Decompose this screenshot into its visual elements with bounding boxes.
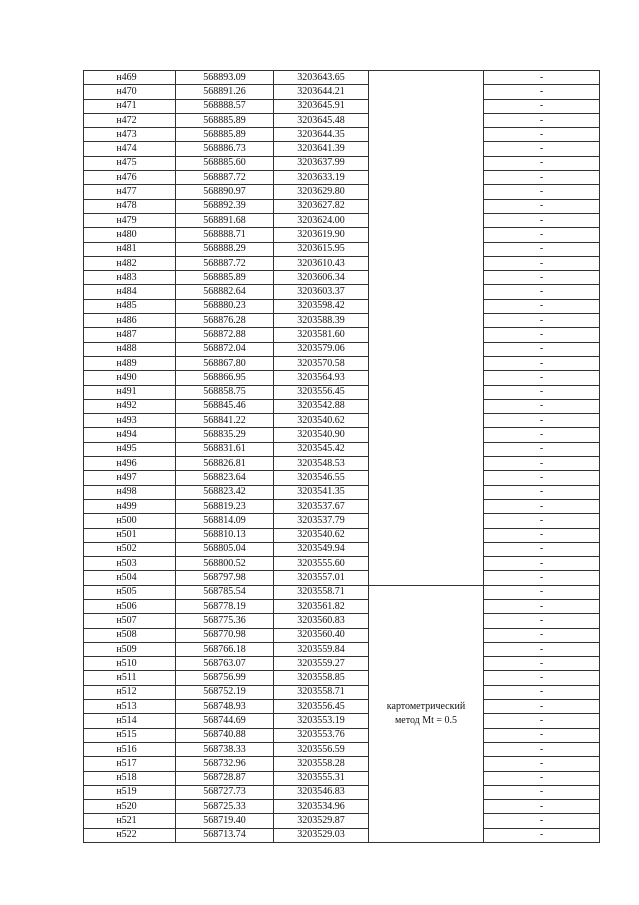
x-coordinate-cell: 568713.74 bbox=[176, 828, 274, 842]
table-row bbox=[84, 442, 600, 456]
table-row bbox=[84, 628, 600, 642]
note-cell: - bbox=[484, 528, 600, 542]
y-coordinate-cell: 3203534.96 bbox=[274, 800, 369, 814]
table-row bbox=[84, 371, 600, 385]
y-coordinate-cell: 3203540.62 bbox=[274, 528, 369, 542]
table-row bbox=[84, 256, 600, 270]
x-coordinate-cell: 568763.07 bbox=[176, 657, 274, 671]
y-coordinate-cell: 3203541.35 bbox=[274, 485, 369, 499]
note-cell: - bbox=[484, 800, 600, 814]
table-row bbox=[84, 285, 600, 299]
y-coordinate-cell: 3203558.71 bbox=[274, 685, 369, 699]
table-row bbox=[84, 385, 600, 399]
table-row bbox=[84, 557, 600, 571]
point-id-cell: н502 bbox=[84, 542, 176, 556]
x-coordinate-cell: 568778.19 bbox=[176, 599, 274, 613]
point-id-cell: н498 bbox=[84, 485, 176, 499]
note-cell: - bbox=[484, 314, 600, 328]
table-row bbox=[84, 128, 600, 142]
x-coordinate-cell: 568880.23 bbox=[176, 299, 274, 313]
table-row bbox=[84, 671, 600, 685]
y-coordinate-cell: 3203627.82 bbox=[274, 199, 369, 213]
note-cell: - bbox=[484, 485, 600, 499]
note-cell: - bbox=[484, 771, 600, 785]
point-id-cell: н472 bbox=[84, 113, 176, 127]
y-coordinate-cell: 3203606.34 bbox=[274, 271, 369, 285]
point-id-cell: н500 bbox=[84, 514, 176, 528]
table-row bbox=[84, 700, 600, 714]
note-cell: - bbox=[484, 256, 600, 270]
x-coordinate-cell: 568892.39 bbox=[176, 199, 274, 213]
table-row bbox=[84, 614, 600, 628]
note-cell: - bbox=[484, 657, 600, 671]
point-id-cell: н518 bbox=[84, 771, 176, 785]
y-coordinate-cell: 3203529.03 bbox=[274, 828, 369, 842]
note-cell: - bbox=[484, 614, 600, 628]
x-coordinate-cell: 568770.98 bbox=[176, 628, 274, 642]
method-label-line-1: картометрический bbox=[386, 701, 466, 713]
coordinates-table bbox=[83, 70, 600, 843]
table-row bbox=[84, 242, 600, 256]
note-cell: - bbox=[484, 328, 600, 342]
table-row bbox=[84, 414, 600, 428]
table-row bbox=[84, 514, 600, 528]
note-cell: - bbox=[484, 371, 600, 385]
point-id-cell: н507 bbox=[84, 614, 176, 628]
point-id-cell: н510 bbox=[84, 657, 176, 671]
x-coordinate-cell: 568885.89 bbox=[176, 271, 274, 285]
table-row bbox=[84, 199, 600, 213]
note-cell: - bbox=[484, 700, 600, 714]
table-row bbox=[84, 542, 600, 556]
point-id-cell: н499 bbox=[84, 499, 176, 513]
note-cell: - bbox=[484, 399, 600, 413]
y-coordinate-cell: 3203610.43 bbox=[274, 256, 369, 270]
y-coordinate-cell: 3203555.31 bbox=[274, 771, 369, 785]
point-id-cell: н517 bbox=[84, 757, 176, 771]
table-row bbox=[84, 342, 600, 356]
point-id-cell: н477 bbox=[84, 185, 176, 199]
y-coordinate-cell: 3203537.67 bbox=[274, 499, 369, 513]
x-coordinate-cell: 568744.69 bbox=[176, 714, 274, 728]
point-id-cell: н482 bbox=[84, 256, 176, 270]
point-id-cell: н485 bbox=[84, 299, 176, 313]
point-id-cell: н495 bbox=[84, 442, 176, 456]
table-row bbox=[84, 742, 600, 756]
note-cell: - bbox=[484, 828, 600, 842]
point-id-cell: н491 bbox=[84, 385, 176, 399]
point-id-cell: н501 bbox=[84, 528, 176, 542]
point-id-cell: н503 bbox=[84, 557, 176, 571]
x-coordinate-cell: 568886.73 bbox=[176, 142, 274, 156]
x-coordinate-cell: 568785.54 bbox=[176, 585, 274, 599]
table-row bbox=[84, 457, 600, 471]
table-row bbox=[84, 228, 600, 242]
note-cell: - bbox=[484, 757, 600, 771]
x-coordinate-cell: 568890.97 bbox=[176, 185, 274, 199]
point-id-cell: н506 bbox=[84, 599, 176, 613]
table-row bbox=[84, 757, 600, 771]
table-row bbox=[84, 328, 600, 342]
table-row bbox=[84, 271, 600, 285]
note-cell: - bbox=[484, 99, 600, 113]
x-coordinate-cell: 568835.29 bbox=[176, 428, 274, 442]
y-coordinate-cell: 3203556.59 bbox=[274, 742, 369, 756]
y-coordinate-cell: 3203564.93 bbox=[274, 371, 369, 385]
point-id-cell: н480 bbox=[84, 228, 176, 242]
y-coordinate-cell: 3203637.99 bbox=[274, 156, 369, 170]
note-cell: - bbox=[484, 457, 600, 471]
x-coordinate-cell: 568858.75 bbox=[176, 385, 274, 399]
x-coordinate-cell: 568738.33 bbox=[176, 742, 274, 756]
y-coordinate-cell: 3203558.28 bbox=[274, 757, 369, 771]
table-row bbox=[84, 785, 600, 799]
table-row bbox=[84, 213, 600, 227]
x-coordinate-cell: 568728.87 bbox=[176, 771, 274, 785]
y-coordinate-cell: 3203553.19 bbox=[274, 714, 369, 728]
x-coordinate-cell: 568797.98 bbox=[176, 571, 274, 585]
note-cell: - bbox=[484, 471, 600, 485]
x-coordinate-cell: 568756.99 bbox=[176, 671, 274, 685]
coordinates-table-body bbox=[84, 71, 600, 843]
x-coordinate-cell: 568740.88 bbox=[176, 728, 274, 742]
x-coordinate-cell: 568888.29 bbox=[176, 242, 274, 256]
x-coordinate-cell: 568887.72 bbox=[176, 171, 274, 185]
y-coordinate-cell: 3203545.42 bbox=[274, 442, 369, 456]
note-cell: - bbox=[484, 442, 600, 456]
table-row bbox=[84, 399, 600, 413]
x-coordinate-cell: 568826.81 bbox=[176, 457, 274, 471]
point-id-cell: н484 bbox=[84, 285, 176, 299]
note-cell: - bbox=[484, 685, 600, 699]
table-row bbox=[84, 185, 600, 199]
note-cell: - bbox=[484, 671, 600, 685]
note-cell: - bbox=[484, 814, 600, 828]
y-coordinate-cell: 3203588.39 bbox=[274, 314, 369, 328]
y-coordinate-cell: 3203633.19 bbox=[274, 171, 369, 185]
x-coordinate-cell: 568891.26 bbox=[176, 85, 274, 99]
x-coordinate-cell: 568775.36 bbox=[176, 614, 274, 628]
note-cell: - bbox=[484, 514, 600, 528]
note-cell: - bbox=[484, 385, 600, 399]
table-row bbox=[84, 599, 600, 613]
note-cell: - bbox=[484, 228, 600, 242]
y-coordinate-cell: 3203581.60 bbox=[274, 328, 369, 342]
table-row bbox=[84, 571, 600, 585]
x-coordinate-cell: 568885.89 bbox=[176, 128, 274, 142]
note-cell: - bbox=[484, 128, 600, 142]
table-row bbox=[84, 471, 600, 485]
x-coordinate-cell: 568766.18 bbox=[176, 642, 274, 656]
note-cell: - bbox=[484, 285, 600, 299]
y-coordinate-cell: 3203579.06 bbox=[274, 342, 369, 356]
x-coordinate-cell: 568882.64 bbox=[176, 285, 274, 299]
x-coordinate-cell: 568845.46 bbox=[176, 399, 274, 413]
table-row bbox=[84, 485, 600, 499]
note-cell: - bbox=[484, 428, 600, 442]
point-id-cell: н490 bbox=[84, 371, 176, 385]
point-id-cell: н519 bbox=[84, 785, 176, 799]
note-cell: - bbox=[484, 85, 600, 99]
point-id-cell: н497 bbox=[84, 471, 176, 485]
y-coordinate-cell: 3203559.84 bbox=[274, 642, 369, 656]
point-id-cell: н474 bbox=[84, 142, 176, 156]
y-coordinate-cell: 3203540.62 bbox=[274, 414, 369, 428]
y-coordinate-cell: 3203645.48 bbox=[274, 113, 369, 127]
table-row bbox=[84, 99, 600, 113]
note-cell: - bbox=[484, 199, 600, 213]
y-coordinate-cell: 3203561.82 bbox=[274, 599, 369, 613]
x-coordinate-cell: 568885.89 bbox=[176, 113, 274, 127]
x-coordinate-cell: 568876.28 bbox=[176, 314, 274, 328]
point-id-cell: н493 bbox=[84, 414, 176, 428]
note-cell: - bbox=[484, 628, 600, 642]
point-id-cell: н521 bbox=[84, 814, 176, 828]
y-coordinate-cell: 3203546.55 bbox=[274, 471, 369, 485]
y-coordinate-cell: 3203629.80 bbox=[274, 185, 369, 199]
point-id-cell: н513 bbox=[84, 700, 176, 714]
table-row bbox=[84, 156, 600, 170]
note-cell: - bbox=[484, 499, 600, 513]
method-cell-cartometric bbox=[369, 585, 484, 842]
point-id-cell: н469 bbox=[84, 71, 176, 85]
x-coordinate-cell: 568831.61 bbox=[176, 442, 274, 456]
point-id-cell: н473 bbox=[84, 128, 176, 142]
x-coordinate-cell: 568885.60 bbox=[176, 156, 274, 170]
y-coordinate-cell: 3203549.94 bbox=[274, 542, 369, 556]
x-coordinate-cell: 568725.33 bbox=[176, 800, 274, 814]
point-id-cell: н494 bbox=[84, 428, 176, 442]
table-row bbox=[84, 71, 600, 85]
y-coordinate-cell: 3203553.76 bbox=[274, 728, 369, 742]
y-coordinate-cell: 3203598.42 bbox=[274, 299, 369, 313]
note-cell: - bbox=[484, 742, 600, 756]
note-cell: - bbox=[484, 414, 600, 428]
y-coordinate-cell: 3203624.00 bbox=[274, 213, 369, 227]
y-coordinate-cell: 3203556.45 bbox=[274, 385, 369, 399]
y-coordinate-cell: 3203529.87 bbox=[274, 814, 369, 828]
x-coordinate-cell: 568872.88 bbox=[176, 328, 274, 342]
y-coordinate-cell: 3203643.65 bbox=[274, 71, 369, 85]
point-id-cell: н515 bbox=[84, 728, 176, 742]
note-cell: - bbox=[484, 71, 600, 85]
y-coordinate-cell: 3203570.58 bbox=[274, 356, 369, 370]
x-coordinate-cell: 568819.23 bbox=[176, 499, 274, 513]
y-coordinate-cell: 3203542.88 bbox=[274, 399, 369, 413]
table-row bbox=[84, 585, 600, 599]
point-id-cell: н520 bbox=[84, 800, 176, 814]
point-id-cell: н512 bbox=[84, 685, 176, 699]
point-id-cell: н492 bbox=[84, 399, 176, 413]
table-row bbox=[84, 771, 600, 785]
point-id-cell: н488 bbox=[84, 342, 176, 356]
y-coordinate-cell: 3203644.21 bbox=[274, 85, 369, 99]
point-id-cell: н471 bbox=[84, 99, 176, 113]
point-id-cell: н511 bbox=[84, 671, 176, 685]
table-row bbox=[84, 642, 600, 656]
y-coordinate-cell: 3203641.39 bbox=[274, 142, 369, 156]
note-cell: - bbox=[484, 728, 600, 742]
point-id-cell: н516 bbox=[84, 742, 176, 756]
table-row bbox=[84, 499, 600, 513]
table-row bbox=[84, 299, 600, 313]
y-coordinate-cell: 3203537.79 bbox=[274, 514, 369, 528]
point-id-cell: н481 bbox=[84, 242, 176, 256]
x-coordinate-cell: 568866.95 bbox=[176, 371, 274, 385]
note-cell: - bbox=[484, 642, 600, 656]
y-coordinate-cell: 3203560.83 bbox=[274, 614, 369, 628]
y-coordinate-cell: 3203603.37 bbox=[274, 285, 369, 299]
x-coordinate-cell: 568823.64 bbox=[176, 471, 274, 485]
table-row bbox=[84, 800, 600, 814]
note-cell: - bbox=[484, 242, 600, 256]
note-cell: - bbox=[484, 156, 600, 170]
x-coordinate-cell: 568727.73 bbox=[176, 785, 274, 799]
x-coordinate-cell: 568805.04 bbox=[176, 542, 274, 556]
point-id-cell: н504 bbox=[84, 571, 176, 585]
note-cell: - bbox=[484, 142, 600, 156]
point-id-cell: н496 bbox=[84, 457, 176, 471]
table-row bbox=[84, 314, 600, 328]
y-coordinate-cell: 3203555.60 bbox=[274, 557, 369, 571]
x-coordinate-cell: 568732.96 bbox=[176, 757, 274, 771]
point-id-cell: н514 bbox=[84, 714, 176, 728]
note-cell: - bbox=[484, 542, 600, 556]
table-row bbox=[84, 528, 600, 542]
note-cell: - bbox=[484, 271, 600, 285]
x-coordinate-cell: 568810.13 bbox=[176, 528, 274, 542]
y-coordinate-cell: 3203559.27 bbox=[274, 657, 369, 671]
y-coordinate-cell: 3203619.90 bbox=[274, 228, 369, 242]
note-cell: - bbox=[484, 185, 600, 199]
table-row bbox=[84, 828, 600, 842]
point-id-cell: н522 bbox=[84, 828, 176, 842]
table-row bbox=[84, 728, 600, 742]
y-coordinate-cell: 3203560.40 bbox=[274, 628, 369, 642]
note-cell: - bbox=[484, 356, 600, 370]
y-coordinate-cell: 3203546.83 bbox=[274, 785, 369, 799]
point-id-cell: н505 bbox=[84, 585, 176, 599]
table-row bbox=[84, 142, 600, 156]
note-cell: - bbox=[484, 299, 600, 313]
x-coordinate-cell: 568752.19 bbox=[176, 685, 274, 699]
point-id-cell: н486 bbox=[84, 314, 176, 328]
point-id-cell: н483 bbox=[84, 271, 176, 285]
point-id-cell: н478 bbox=[84, 199, 176, 213]
note-cell: - bbox=[484, 213, 600, 227]
x-coordinate-cell: 568893.09 bbox=[176, 71, 274, 85]
y-coordinate-cell: 3203548.53 bbox=[274, 457, 369, 471]
table-row bbox=[84, 657, 600, 671]
note-cell: - bbox=[484, 113, 600, 127]
y-coordinate-cell: 3203556.45 bbox=[274, 700, 369, 714]
note-cell: - bbox=[484, 785, 600, 799]
y-coordinate-cell: 3203540.90 bbox=[274, 428, 369, 442]
table-row bbox=[84, 714, 600, 728]
x-coordinate-cell: 568891.68 bbox=[176, 213, 274, 227]
x-coordinate-cell: 568823.42 bbox=[176, 485, 274, 499]
point-id-cell: н489 bbox=[84, 356, 176, 370]
table-row bbox=[84, 685, 600, 699]
point-id-cell: н476 bbox=[84, 171, 176, 185]
point-id-cell: н487 bbox=[84, 328, 176, 342]
x-coordinate-cell: 568872.04 bbox=[176, 342, 274, 356]
point-id-cell: н509 bbox=[84, 642, 176, 656]
note-cell: - bbox=[484, 171, 600, 185]
x-coordinate-cell: 568888.57 bbox=[176, 99, 274, 113]
point-id-cell: н479 bbox=[84, 213, 176, 227]
table-row bbox=[84, 113, 600, 127]
x-coordinate-cell: 568887.72 bbox=[176, 256, 274, 270]
x-coordinate-cell: 568867.80 bbox=[176, 356, 274, 370]
table-row bbox=[84, 428, 600, 442]
x-coordinate-cell: 568888.71 bbox=[176, 228, 274, 242]
x-coordinate-cell: 568814.09 bbox=[176, 514, 274, 528]
note-cell: - bbox=[484, 557, 600, 571]
y-coordinate-cell: 3203558.85 bbox=[274, 671, 369, 685]
y-coordinate-cell: 3203644.35 bbox=[274, 128, 369, 142]
note-cell: - bbox=[484, 599, 600, 613]
point-id-cell: н508 bbox=[84, 628, 176, 642]
note-cell: - bbox=[484, 714, 600, 728]
point-id-cell: н475 bbox=[84, 156, 176, 170]
x-coordinate-cell: 568748.93 bbox=[176, 700, 274, 714]
y-coordinate-cell: 3203615.95 bbox=[274, 242, 369, 256]
note-cell: - bbox=[484, 571, 600, 585]
method-label-line-2: метод Mt = 0.5 bbox=[394, 715, 458, 727]
y-coordinate-cell: 3203645.91 bbox=[274, 99, 369, 113]
table-row bbox=[84, 171, 600, 185]
y-coordinate-cell: 3203558.71 bbox=[274, 585, 369, 599]
method-cell-upper bbox=[369, 71, 484, 586]
x-coordinate-cell: 568800.52 bbox=[176, 557, 274, 571]
y-coordinate-cell: 3203557.01 bbox=[274, 571, 369, 585]
x-coordinate-cell: 568841.22 bbox=[176, 414, 274, 428]
table-row bbox=[84, 356, 600, 370]
note-cell: - bbox=[484, 342, 600, 356]
x-coordinate-cell: 568719.40 bbox=[176, 814, 274, 828]
table-row bbox=[84, 85, 600, 99]
note-cell: - bbox=[484, 585, 600, 599]
table-row bbox=[84, 814, 600, 828]
point-id-cell: н470 bbox=[84, 85, 176, 99]
